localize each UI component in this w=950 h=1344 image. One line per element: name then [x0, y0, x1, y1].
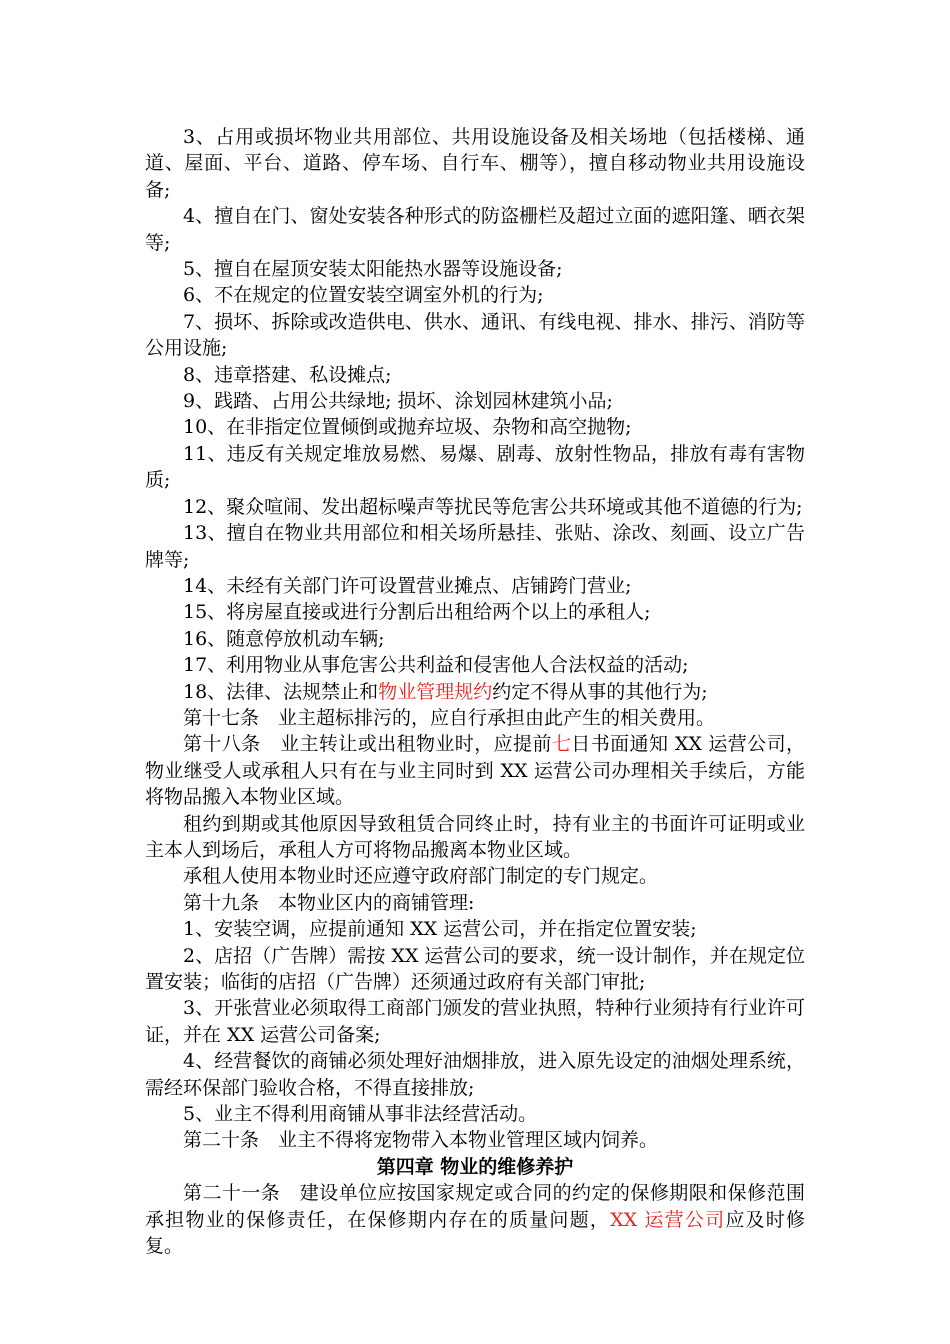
list-item: 11、违反有关规定堆放易燃、易爆、剧毒、放射性物品，排放有毒有害物质;	[145, 442, 805, 492]
list-item: 7、损坏、拆除或改造供电、供水、通讯、有线电视、排水、排污、消防等公用设施;	[145, 310, 805, 360]
chapter-heading: 第四章 物业的维修养护	[376, 1155, 574, 1178]
list-item: 16、随意停放机动车辆;	[183, 627, 385, 650]
list-item: 4、擅自在门、窗处安装各种形式的防盗栅栏及超过立面的遮阳篷、晒衣架等;	[145, 205, 805, 254]
lease-end-paragraph: 租约到期或其他原因导致租赁合同终止时，持有业主的书面许可证明或业主本人到场后，承租人方可将物品搬离本物业区域。	[145, 812, 805, 861]
company-highlight: XX 运营公司	[610, 1208, 726, 1231]
list-item: 5、擅自在屋顶安装太阳能热水器等设施设备;	[183, 258, 563, 281]
item18-after: 约定不得从事的其他行为;	[492, 680, 708, 703]
shop-item: 1、安装空调，应提前通知 XX 运营公司，并在指定位置安装;	[183, 918, 697, 941]
article21-after: 应及时修复。	[145, 1208, 805, 1258]
article-18	[145, 731, 805, 810]
list-item: 9、践踏、占用公共绿地; 损坏、涂划园林建筑小品;	[183, 390, 613, 413]
article-21	[145, 1180, 805, 1259]
shop-item: 2、店招（广告牌）需按 XX 运营公司的要求，统一设计制作，并在规定位置安装；临街的店招（广告牌）还须通过政府有关部门审批;	[145, 944, 805, 993]
list-item: 10、在非指定位置倾倒或抛弃垃圾、杂物和高空抛物;	[183, 416, 632, 439]
article-17: 第十七条 业主超标排污的，应自行承担由此产生的相关费用。	[183, 706, 716, 729]
list-item: 14、未经有关部门许可设置营业摊点、店铺跨门营业;	[183, 574, 632, 597]
property-rules-highlight: 物业管理规约	[378, 680, 493, 703]
shop-item: 3、开张营业必须取得工商部门颁发的营业执照，特种行业须持有行业许可证，并在 XX 运营公司备案;	[145, 997, 805, 1046]
list-item: 17、利用物业从事危害公共利益和侵害他人合法权益的活动;	[183, 654, 689, 677]
article-19: 第十九条 本物业区内的商铺管理:	[183, 891, 475, 914]
article18-after: 日书面通知 XX 运营公司，物业继受人或承租人只有在与业主同时到 XX 运营公司办理相关手续后，方能将物品搬入本物业区域。	[145, 733, 805, 809]
shop-item: 4、经营餐饮的商铺必须处理好油烟排放，进入原先设定的油烟处理系统，需经环保部门验收合格，不得直接排放;	[145, 1050, 805, 1099]
document-page	[145, 124, 805, 1259]
item18-before: 18、法律、法规禁止和	[183, 680, 379, 703]
list-item-18	[145, 679, 805, 705]
list-item: 8、违章搭建、私设摊点;	[183, 363, 392, 386]
article21-before: 第二十一条 建设单位应按国家规定或合同的约定的保修期限和保修范围承担物业的保修责任，在保修期内存在的质量问题，	[145, 1182, 805, 1231]
list-item: 13、擅自在物业共用部位和相关场所悬挂、张贴、涂改、刻画、设立广告牌等;	[145, 522, 805, 571]
list-item: 12、聚众喧闹、发出超标噪声等扰民等危害公共环境或其他不道德的行为;	[183, 495, 803, 518]
list-item: 3、占用或损坏物业共用部位、共用设施设备及相关场地（包括楼梯、通道、屋面、平台、道路、停车场、自行车、棚等），擅自移动物业共用设施设备;	[145, 126, 805, 201]
tenant-rules-paragraph: 承租人使用本物业时还应遵守政府部门制定的专门规定。	[183, 865, 659, 888]
notice-days-highlight: 七	[551, 733, 572, 756]
list-item: 6、不在规定的位置安装空调室外机的行为;	[183, 284, 544, 307]
article-20: 第二十条 业主不得将宠物带入本物业管理区域内饲养。	[183, 1129, 659, 1152]
article18-before: 第十八条 业主转让或出租物业时，应提前	[183, 733, 552, 756]
shop-item: 5、业主不得利用商铺从事非法经营活动。	[183, 1103, 538, 1126]
list-item: 15、将房屋直接或进行分割后出租给两个以上的承租人;	[183, 601, 651, 624]
